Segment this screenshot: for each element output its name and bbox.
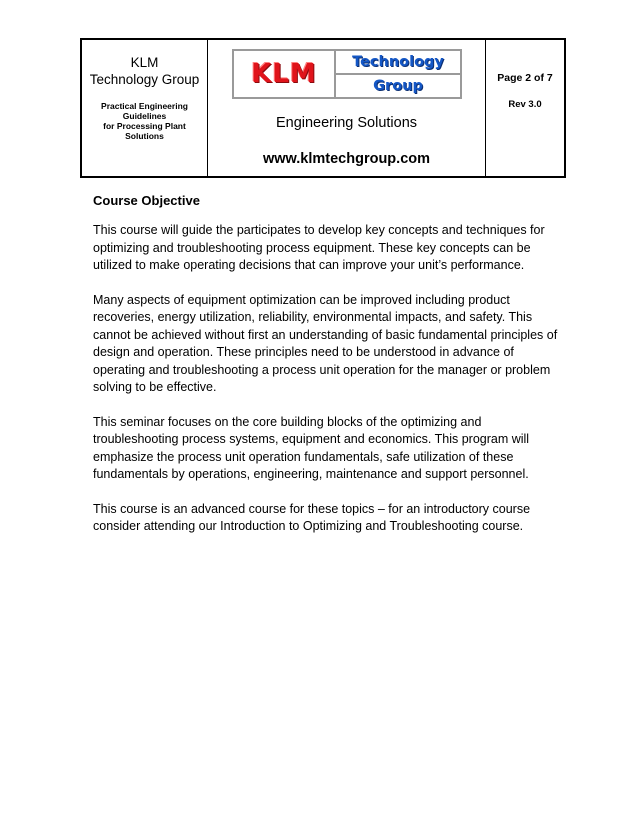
header-company-cell [82,40,208,176]
klm-logo [232,49,462,99]
section-heading: Course Objective [93,193,200,208]
engineering-solutions-label: Engineering Solutions [275,115,418,131]
logo-technology-word: Technology [336,51,460,75]
document-body [93,193,563,553]
company-name-line1: KLM [130,55,159,70]
body-paragraph: This course is an advanced course for these topics – for an introductory course consider attending our Introduction to Optimizing and Troubleshooting course. [93,501,531,533]
subtitle-line: Practical Engineering [101,101,188,111]
logo-wordmark [336,51,460,97]
revision-label: Rev 3.0 [508,99,542,110]
page-number: Page 2 of 7 [497,72,553,84]
body-paragraph: Many aspects of equipment optimization can be improved including product recoveries, energy utilization, reliability, environmental impacts, and safety. This cannot be achieved without first an understanding of basic fundamental principles of design and operation. These principles need to be understood in advance of operating and troubleshooting a process unit operation for the manager or problem solving to be effective. [93,292,558,394]
website-url: www.klmtechgroup.com [262,151,431,167]
subtitle-line: for Processing Plant [103,121,186,131]
company-name-line2: Technology Group [89,72,200,87]
header-center-cell [208,40,486,176]
body-paragraph: This course will guide the participates to develop key concepts and techniques for optimizing and troubleshooting process equipment. These key concepts can be utilized to make operating decisions that can improve your unit’s performance. [93,223,545,272]
page-header [80,38,566,178]
subtitle-line: Solutions [125,131,164,141]
body-paragraph: This seminar focuses on the core building blocks of the optimizing and troubleshooting process systems, equipment and economics. This program will emphasize the process unit operation fundamentals, safe utilization of these fundamentals by operations, engineering, maintenance and support personnel. [93,414,530,481]
subtitle-line: Guidelines [122,111,167,121]
logo-group-word: Group [373,78,423,94]
company-subtitle [82,101,207,141]
logo-klm-mark: KLM [234,51,336,97]
header-page-info-cell [486,40,564,176]
